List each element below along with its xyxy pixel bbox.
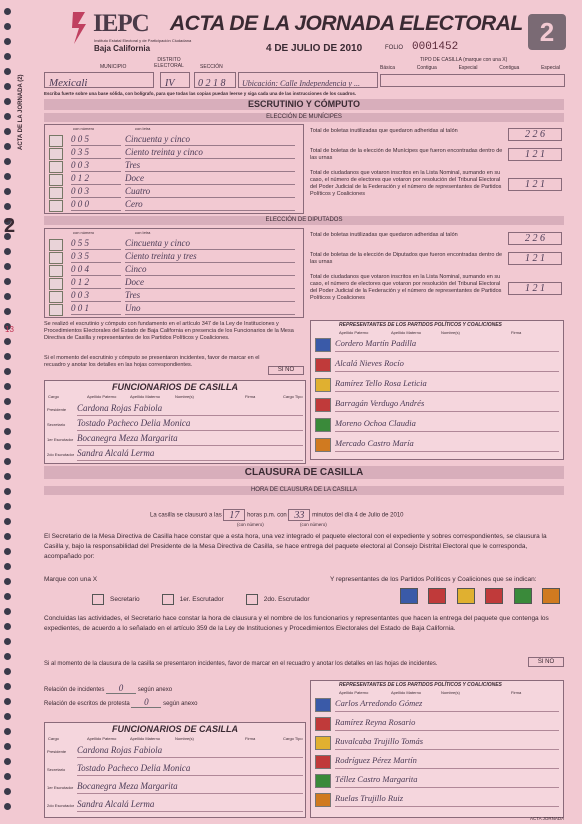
binding-hole <box>4 743 11 750</box>
binding-hole <box>4 83 11 90</box>
func-cargo: Presidente <box>47 749 67 754</box>
binding-hole <box>4 653 11 660</box>
party-logo-icon <box>49 187 63 199</box>
party-logo-icon <box>315 736 331 750</box>
func-name[interactable]: Bocanegra Meza Margarita <box>77 781 303 794</box>
tipo-options <box>380 65 560 71</box>
hora-text-c: minutos del día 4 de Julio de 2010 <box>312 512 404 519</box>
hora-band: HORA DE CLAUSURA DE LA CASILLA <box>44 486 564 495</box>
concluidas-text: Concluidas las actividades, el Secretario hace constar la hora de clausura y el nombre de los funcionarios y representantes que hacen la entrega del paquete que contenga los expedientes, de acuerdo a lo señalado en el artículo 359 de la Ley de Instituciones y Procedimientos Electorales del Estado de Baja California. <box>44 615 549 632</box>
func-name[interactable]: Cardona Rojas Fabiola <box>77 745 303 758</box>
rep-name[interactable]: Alcalá Nieves Rocío <box>335 358 559 372</box>
party-logo-icon <box>49 135 63 147</box>
iepc-logo-text: IEPC <box>93 10 149 37</box>
si-no-box[interactable] <box>268 366 304 375</box>
vote-letter[interactable]: Cero <box>125 199 295 211</box>
summary-note: Total de boletas de la elección de Diputados que fueron encontradas dentro de las urnas <box>310 252 503 265</box>
party-logo-icon <box>315 358 331 372</box>
party-logo-icon[interactable] <box>542 588 560 604</box>
summary-note: Total de ciudadanos que votaron inscritos en la Lista Nominal, sumando en su caso, el número de electores que votaron por resolución del Tribunal Electoral del Poder Judicial de la Federación y el número de representantes de Partidos Políticos y Coaliciones <box>310 274 502 301</box>
reps-title: REPRESENTANTES DE LOS PARTIDOS POLÍTICOS Y COALICIONES <box>339 682 502 688</box>
binding-hole <box>4 683 11 690</box>
func-col-header: Firma <box>245 736 256 741</box>
domicilio-value: Ubicación: Calle Independencia y ... <box>242 79 360 88</box>
func-cargo: 1er Escrutador <box>47 785 74 790</box>
rel-escritos <box>44 697 197 708</box>
clausura-no: NO <box>545 659 555 665</box>
binding-hole <box>4 143 11 150</box>
binding-hole <box>4 518 11 525</box>
rel-incidentes <box>44 683 172 694</box>
checkbox[interactable] <box>92 594 104 605</box>
vote-letter[interactable]: Cincuenta y cinco <box>125 238 295 250</box>
vote-number[interactable]: 0 0 3 <box>71 186 121 198</box>
acompanantes-options <box>92 594 332 605</box>
vote-number[interactable]: 0 5 5 <box>71 238 121 250</box>
folio-label: FOLIO <box>385 45 404 51</box>
binding-hole <box>4 578 11 585</box>
domicilio-field[interactable] <box>238 72 378 88</box>
binding-hole <box>4 338 11 345</box>
party-logo-icon <box>315 717 331 731</box>
binding-hole <box>4 608 11 615</box>
reps-col-header: Nombre(s) <box>441 690 460 695</box>
binding-hole <box>4 713 11 720</box>
binding-hole <box>4 188 11 195</box>
vote-number[interactable]: 0 0 3 <box>71 160 121 172</box>
vote-letter[interactable]: Cincuenta y cinco <box>125 134 295 146</box>
binding-hole <box>4 263 11 270</box>
binding-hole <box>4 38 11 45</box>
party-logo-icon[interactable] <box>457 588 475 604</box>
func-col-header: Cargo Tipo <box>283 394 303 399</box>
vote-number[interactable]: 0 1 2 <box>71 277 121 289</box>
rel-incidentes-value[interactable]: 0 <box>106 683 136 694</box>
func-name[interactable]: Tostado Pacheco Delia Monica <box>77 763 303 776</box>
party-logo-icon <box>315 698 331 712</box>
rel-escritos-anexo: según anexo <box>163 701 198 707</box>
vote-number[interactable]: 0 0 5 <box>71 134 121 146</box>
vote-letter[interactable]: Doce <box>125 277 295 289</box>
binding-hole <box>4 128 11 135</box>
vote-number[interactable]: 0 3 5 <box>71 147 121 159</box>
func-cargo: Secretario <box>47 767 66 772</box>
iepc-subtitle: Instituto Estatal Electoral y de Participación Ciudadana <box>94 38 192 43</box>
party-logo-icon <box>49 265 63 277</box>
binding-hole <box>4 383 11 390</box>
side-num: 13 <box>5 325 14 334</box>
func-col-header: Firma <box>245 394 256 399</box>
instructions: Escriba fuerte sobre una base sólida, con bolígrafo, para que todas las copias puedan leerse y siga cada una de las instrucciones de los cuadros. <box>44 91 357 96</box>
funcionarios-title: FUNCIONARIOS DE CASILLA <box>112 724 238 734</box>
vote-letter[interactable]: Ciento treinta y cinco <box>125 147 295 159</box>
no-label: NO <box>285 367 295 373</box>
summary-total[interactable]: 1 2 1 <box>508 178 562 191</box>
election-date: 4 DE JULIO DE 2010 <box>266 43 363 54</box>
party-logo-icon <box>315 438 331 452</box>
acompanante-option[interactable] <box>162 596 224 603</box>
binding-hole <box>4 203 11 210</box>
func-cargo: 2do Escrutador <box>47 803 75 808</box>
clausura-si: SI <box>537 659 544 665</box>
party-logo-icon <box>315 378 331 392</box>
party-logo-icon <box>315 755 331 769</box>
hora-num-caption: (con número) <box>237 522 264 527</box>
party-logo-icon <box>315 793 331 807</box>
binding-hole <box>4 593 11 600</box>
seccion-value: 0 2 1 8 <box>198 78 226 89</box>
party-logo-icon <box>315 338 331 352</box>
seccion-field[interactable] <box>194 72 236 88</box>
marque-label: Marque con una X <box>44 576 98 583</box>
summary-note: Total de boletas inutilizadas que quedaron adheridas al talón <box>310 128 458 134</box>
funcionarios-table-2 <box>44 722 306 818</box>
party-logo-icon <box>49 148 63 160</box>
rep-name[interactable]: Ramírez Tello Rosa Leticia <box>335 378 559 392</box>
clausura-incidents: Si al momento de la clausura de la casilla se presentaron incidentes, favor de marcar en el recuadro y anotar los detalles en las hojas de incidentes. <box>44 661 438 667</box>
acta-number-badge: 2 <box>528 14 566 50</box>
binding-hole <box>4 173 11 180</box>
rep-name[interactable]: Rodríguez Pérez Martín <box>335 755 559 769</box>
rep-name[interactable]: Mercado Castro María <box>335 438 559 452</box>
binding-hole <box>4 563 11 570</box>
reps-col-header: Firma <box>511 690 522 695</box>
acompanante-label: Secretario <box>110 596 140 604</box>
binding-hole <box>4 548 11 555</box>
rel-escritos-value[interactable]: 0 <box>131 697 161 708</box>
func-col-header: Cargo Tipo <box>283 736 303 741</box>
hora-text-a: La casilla se clausuró a las <box>150 512 222 519</box>
distrito-label: DISTRITO ELECTORAL <box>154 57 184 69</box>
func-name[interactable]: Sandra Alcalá Lerma <box>77 799 303 812</box>
municipio-value: Mexicali <box>49 77 88 89</box>
party-logo-icon <box>315 774 331 788</box>
binding-hole <box>4 758 11 765</box>
representantes-table-2 <box>310 680 564 818</box>
rel-escritos-label: Relación de escritos de protesta <box>44 701 130 707</box>
iepc-logo-icon <box>70 10 92 46</box>
binding-hole <box>4 398 11 405</box>
hora-value[interactable]: 17 <box>223 509 245 521</box>
vote-number[interactable]: 0 0 1 <box>71 303 121 315</box>
binding-hole <box>4 533 11 540</box>
summary-total[interactable]: 1 2 1 <box>508 282 562 295</box>
summary-total[interactable]: 2 2 6 <box>508 128 562 141</box>
party-logo-icon[interactable] <box>428 588 446 604</box>
func-cargo: Secretario <box>47 422 66 427</box>
hora-line <box>150 509 404 521</box>
binding-hole <box>4 443 11 450</box>
func-col-header: Nombre(s) <box>175 394 194 399</box>
party-logo-icon <box>49 161 63 173</box>
party-logos-row <box>400 588 560 604</box>
rep-name[interactable]: Ramírez Reyna Rosario <box>335 717 559 731</box>
binding-hole <box>4 23 11 30</box>
minutos-value[interactable]: 33 <box>288 509 310 521</box>
clausura-si-no-box[interactable] <box>528 657 564 667</box>
func-name[interactable]: Sandra Alcalá Lerma <box>77 448 303 461</box>
func-cargo: 1er Escrutador <box>47 437 74 442</box>
legal-text: Se realizó el escrutinio y cómputo con fundamento en el artículo 347 de la Ley de Instituciones y Procedimientos Electorales del Estado de Baja California en presencia de los Funcionarios de la Mesa Directiva de Casilla y representantes de los Partidos Políticos y Coaliciones. <box>44 321 294 341</box>
vote-letter[interactable]: Uno <box>125 303 295 315</box>
binding-hole <box>4 488 11 495</box>
party-logo-icon <box>49 200 63 212</box>
binding-hole <box>4 638 11 645</box>
rep-name[interactable]: Carlos Arredondo Gómez <box>335 698 559 712</box>
side-page: 2 <box>4 215 16 237</box>
vote-letter[interactable]: Cuatro <box>125 186 295 198</box>
binding-hole <box>4 113 11 120</box>
party-logo-icon <box>315 398 331 412</box>
binding-hole <box>4 503 11 510</box>
binding-hole <box>4 773 11 780</box>
vote-letter[interactable]: Cinco <box>125 264 295 276</box>
dip-table <box>44 228 304 318</box>
vote-letter[interactable]: Tres <box>125 290 295 302</box>
summary-note: Total de boletas de la elección de Munícipes que fueron encontradas dentro de las urnas <box>310 148 503 161</box>
checkbox[interactable] <box>162 594 174 605</box>
func-name[interactable]: Bocanegra Meza Margarita <box>77 433 303 446</box>
municipio-field[interactable] <box>44 72 154 88</box>
rep-name[interactable]: Ruelas Trujillo Ruiz <box>335 793 559 807</box>
party-logo-icon <box>49 239 63 251</box>
func-col-header: Apellido Materno <box>130 736 161 741</box>
vote-letter[interactable]: Doce <box>125 173 295 185</box>
summary-total[interactable]: 1 2 1 <box>508 252 562 265</box>
escrutinio-band: ESCRUTINIO Y CÓMPUTO <box>44 99 564 110</box>
tipo-casilla-option: Básica <box>380 65 396 71</box>
summary-total[interactable]: 1 2 1 <box>508 148 562 161</box>
summary-note: Total de ciudadanos que votaron inscritos en la Lista Nominal, sumando en su caso, el número de electores que votaron por resolución del Tribunal Electoral del Poder Judicial de la Federación y el número de representantes de Partidos Políticos y Coaliciones <box>310 170 502 197</box>
side-text: ACTA DE LA JORNADA (2) <box>18 74 24 150</box>
func-cargo: Presidente <box>47 407 67 412</box>
binding-hole <box>4 278 11 285</box>
vote-number[interactable]: 0 1 2 <box>71 173 121 185</box>
funcionarios-title: FUNCIONARIOS DE CASILLA <box>112 382 238 392</box>
distrito-field[interactable] <box>160 72 190 88</box>
party-logo-icon <box>49 291 63 303</box>
summary-note: Total de boletas inutilizadas que quedaron adheridas al talón <box>310 232 458 238</box>
party-logo-icon[interactable] <box>400 588 418 604</box>
representantes-table <box>310 320 564 460</box>
party-logo-icon <box>49 252 63 264</box>
binding-hole <box>4 368 11 375</box>
func-col-header: Nombre(s) <box>175 736 194 741</box>
acompanante-label: 2do. Escrutador <box>263 596 310 604</box>
func-cargo: 2do Escrutador <box>47 452 75 457</box>
binding-hole <box>4 158 11 165</box>
vote-number[interactable]: 0 0 4 <box>71 264 121 276</box>
reps-title: REPRESENTANTES DE LOS PARTIDOS POLÍTICOS Y COALICIONES <box>339 322 502 328</box>
tipo-casilla-boxes[interactable] <box>380 74 565 87</box>
binding-holes <box>2 0 14 824</box>
binding-hole <box>4 98 11 105</box>
reps-indican: Y representantes de los Partidos Políticos y Coaliciones que se indican: <box>330 576 537 583</box>
tipo-casilla-option: Contigua <box>416 65 437 71</box>
folio-number: 0001452 <box>412 41 459 53</box>
func-name[interactable]: Cardona Rojas Fabiola <box>77 403 303 416</box>
rel-incidentes-anexo: según anexo <box>137 687 173 693</box>
party-logo-icon <box>49 278 63 290</box>
acompanante-option[interactable] <box>92 596 140 603</box>
party-logo-icon[interactable] <box>485 588 503 604</box>
munic-table <box>44 124 304 214</box>
binding-hole <box>4 248 11 255</box>
si-label: SI <box>277 367 284 373</box>
reps-col-header: Nombre(s) <box>441 330 460 335</box>
func-name[interactable]: Tostado Pacheco Delia Monica <box>77 418 303 431</box>
rep-name[interactable]: Barragán Verdugo Andrés <box>335 398 559 412</box>
binding-hole <box>4 8 11 15</box>
rep-name[interactable]: Téllez Castro Margarita <box>335 774 559 788</box>
func-col-header: Apellido Paterno <box>87 394 117 399</box>
acompanante-option[interactable] <box>246 596 310 603</box>
reps-col-header: Apellido Materno <box>391 690 422 695</box>
reps-col-header: Apellido Materno <box>391 330 422 335</box>
col-letter-label: con letra <box>135 230 151 235</box>
rep-name[interactable]: Moreno Ochoa Claudia <box>335 418 559 432</box>
binding-hole <box>4 413 11 420</box>
binding-hole <box>4 308 11 315</box>
binding-hole <box>4 353 11 360</box>
vote-letter[interactable]: Ciento treinta y tres <box>125 251 295 263</box>
munic-band: ELECCIÓN DE MUNÍCIPES <box>44 113 564 122</box>
tipo-casilla-option: Especial <box>541 65 560 71</box>
funcionarios-table <box>44 380 306 464</box>
vote-letter[interactable]: Tres <box>125 160 295 172</box>
party-logo-icon <box>315 418 331 432</box>
party-logo-icon <box>49 304 63 316</box>
rel-incidentes-label: Relación de incidentes <box>44 687 105 693</box>
hora-text-b: horas p.m. con <box>247 512 287 519</box>
summary-total[interactable]: 2 2 6 <box>508 232 562 245</box>
vote-number[interactable]: 0 0 0 <box>71 199 121 211</box>
page-title: ACTA DE LA JORNADA ELECTORAL <box>170 12 523 35</box>
reps-col-header: Apellido Paterno <box>339 330 369 335</box>
binding-hole <box>4 788 11 795</box>
binding-hole <box>4 53 11 60</box>
checkbox[interactable] <box>246 594 258 605</box>
binding-hole <box>4 668 11 675</box>
func-col-header: Cargo <box>48 736 59 741</box>
municipio-label: MUNICIPIO <box>100 64 127 70</box>
reps-col-header: Firma <box>511 330 522 335</box>
distrito-value: IV <box>165 78 175 89</box>
party-logo-icon <box>49 174 63 186</box>
binding-hole <box>4 473 11 480</box>
seccion-label: SECCIÓN <box>200 64 223 70</box>
binding-hole <box>4 68 11 75</box>
acompanante-label: 1er. Escrutador <box>179 596 224 604</box>
func-col-header: Cargo <box>48 394 59 399</box>
party-logo-icon[interactable] <box>514 588 532 604</box>
clausura-band: CLAUSURA DE CASILLA <box>44 466 564 479</box>
tipo-casilla-label: TIPO DE CASILLA (marque con una X) <box>420 57 508 63</box>
binding-hole <box>4 293 11 300</box>
binding-hole <box>4 728 11 735</box>
binding-hole <box>4 458 11 465</box>
state-name: Baja California <box>94 44 151 53</box>
reps-col-header: Apellido Paterno <box>339 690 369 695</box>
vote-number[interactable]: 0 3 5 <box>71 251 121 263</box>
clausura-body: El Secretario de la Mesa Directiva de Casilla hace constar que a esta hora, una vez integrado el paquete electoral con el expediente y sobres correspondientes, se clausura la Casilla y, bajo la responsabilidad del Presidente de la Mesa Directiva de Casilla, se hace entrega del paquete electoral al Consejo Distrital Electoral que le corresponda, acompañado por: <box>44 533 547 560</box>
rep-name[interactable]: Cordero Martín Padilla <box>335 338 559 352</box>
binding-hole <box>4 428 11 435</box>
vote-number[interactable]: 0 0 3 <box>71 290 121 302</box>
binding-hole <box>4 623 11 630</box>
binding-hole <box>4 698 11 705</box>
func-col-header: Apellido Materno <box>130 394 161 399</box>
rep-name[interactable]: Ruvalcaba Trujillo Tomás <box>335 736 559 750</box>
col-letter-label: con letra <box>135 126 151 131</box>
tipo-casilla-option: Contigua <box>499 65 520 71</box>
incidents-text: Si el momento del escrutinio y cómputo se presentaron incidentes, favor de marcar en el recuadro y anotar los detalles en las hojas correspondientes. <box>44 355 260 368</box>
min-num-caption: (con número) <box>300 522 327 527</box>
col-number-label: con número <box>73 126 95 131</box>
binding-hole <box>4 803 11 810</box>
footer-code: ACTA JORNADA <box>530 816 565 821</box>
col-number-label: con número <box>73 230 95 235</box>
dip-band: ELECCIÓN DE DIPUTADOS <box>44 216 564 225</box>
func-col-header: Apellido Paterno <box>87 736 117 741</box>
tipo-casilla-option: Especial <box>458 65 478 71</box>
